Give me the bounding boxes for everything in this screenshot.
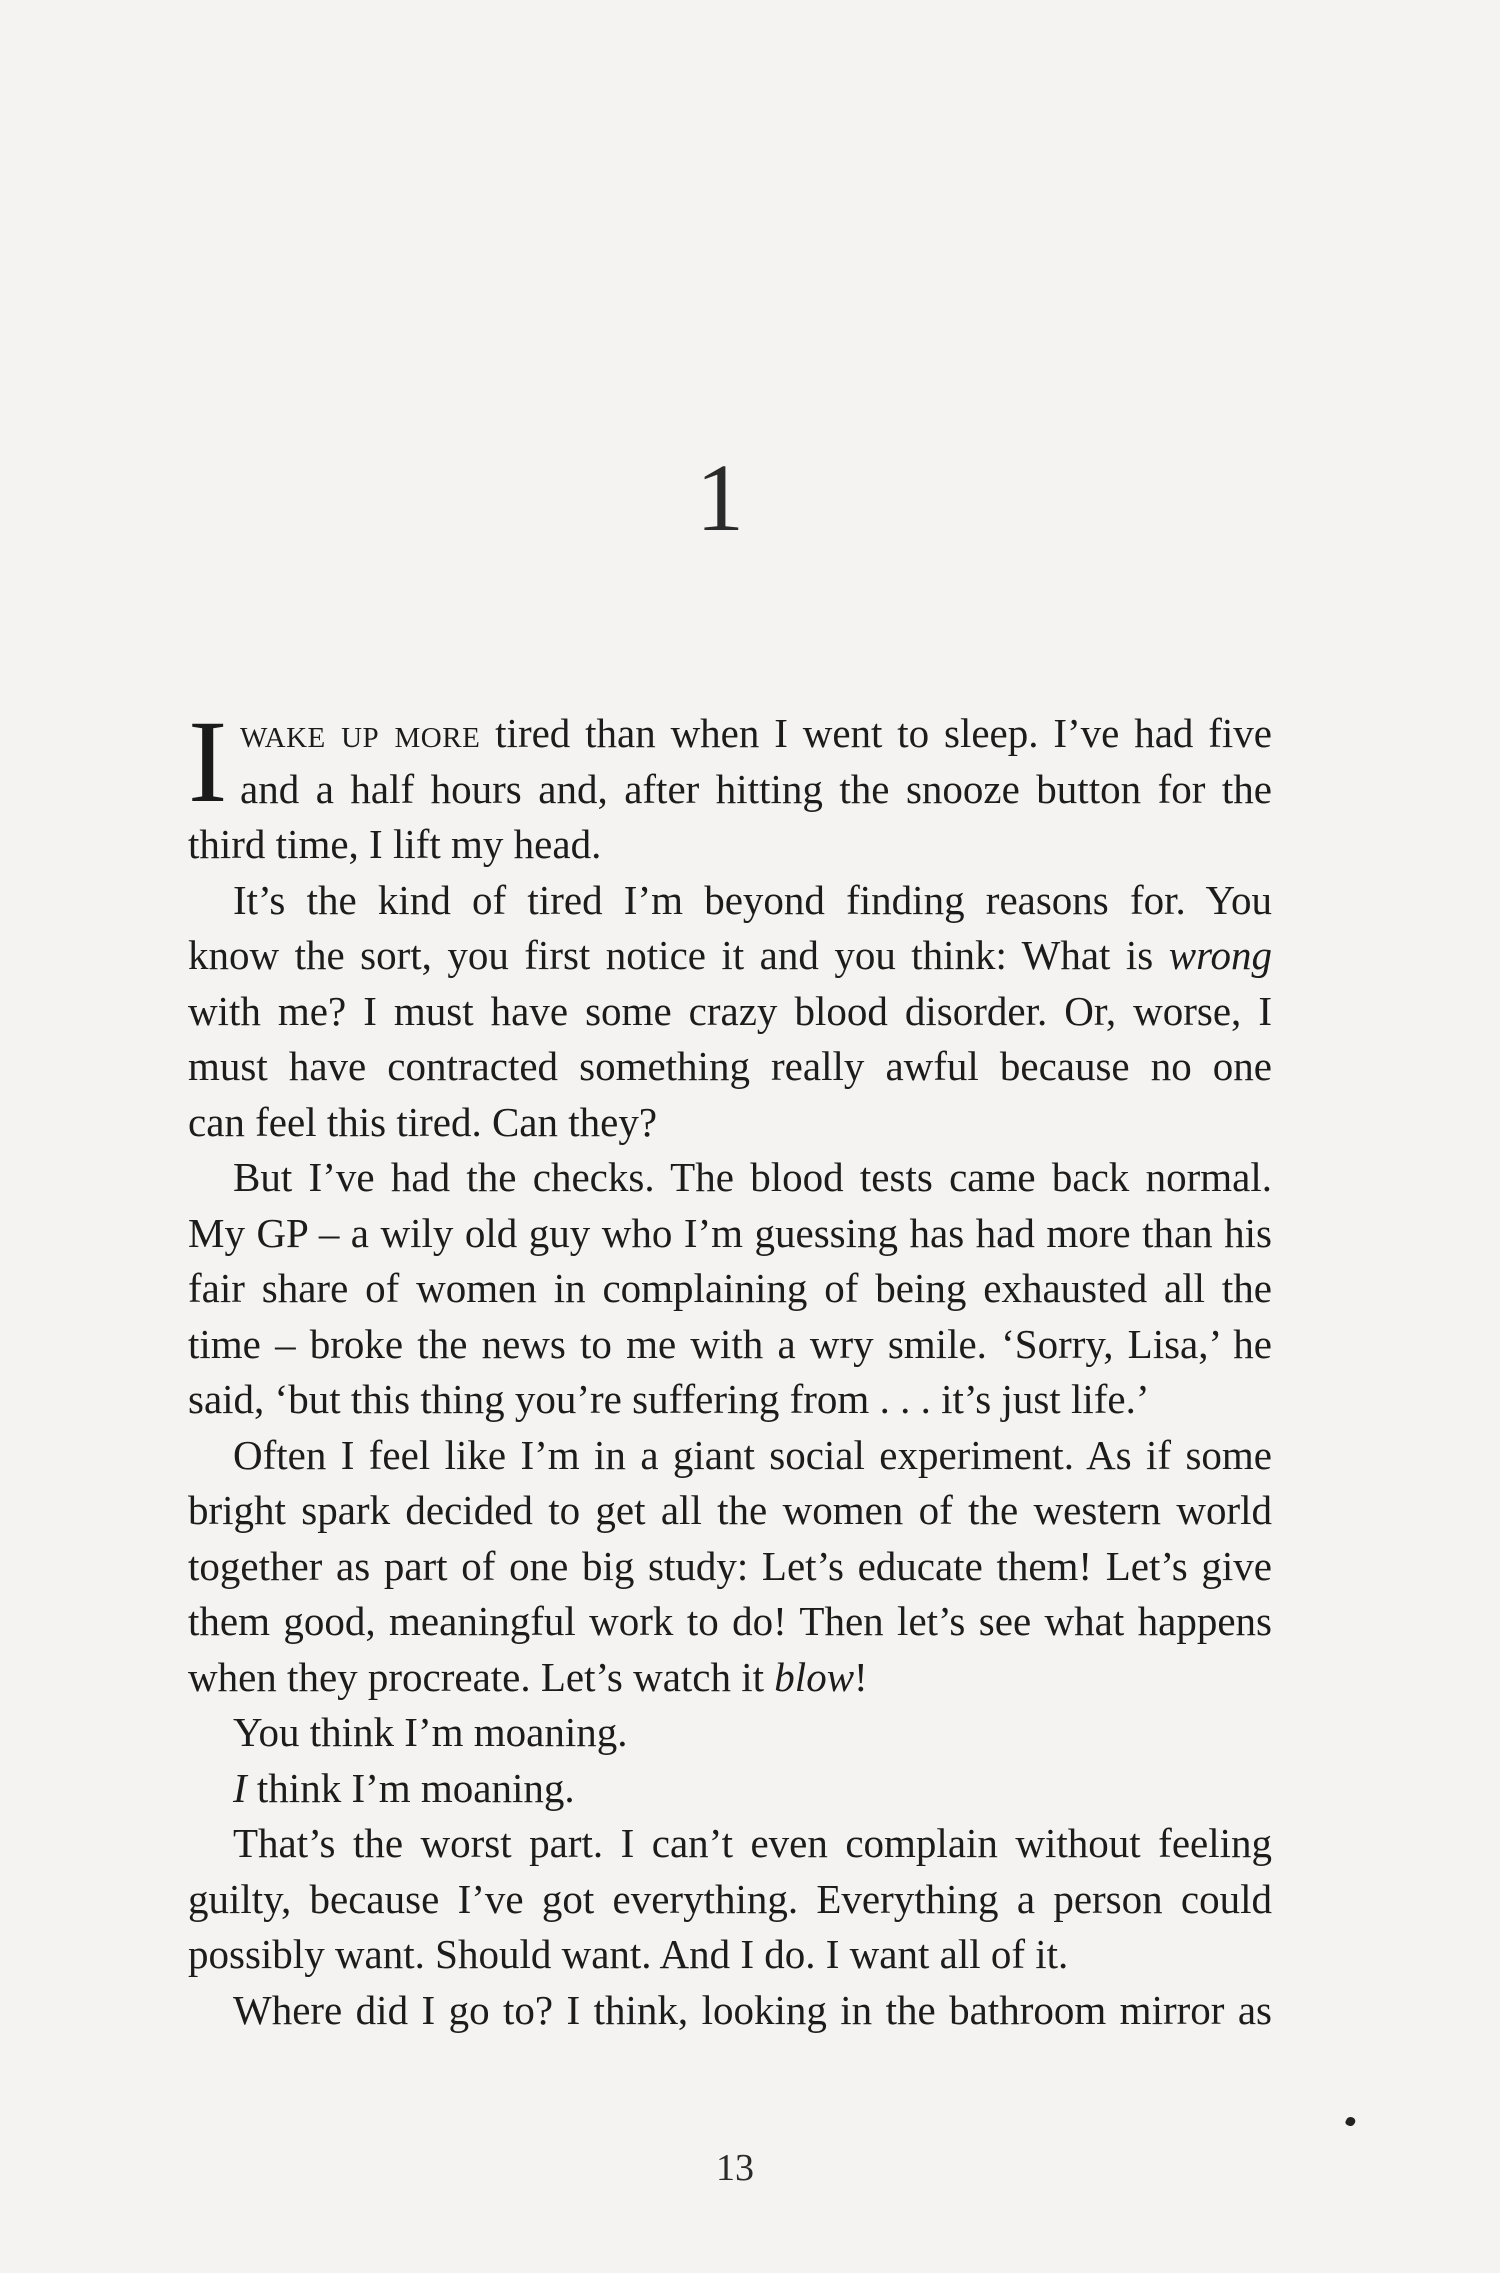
page-number: 13 (716, 2147, 754, 2189)
text-line: bright spark decided to get all the women of the western world (188, 1487, 1272, 1533)
text-line: said, ‘but this thing you’re suffering from . . . it’s just life.’ (188, 1376, 1150, 1422)
text-line: But I’ve had the checks. The blood tests came back normal. (233, 1154, 1272, 1200)
text-line: guilty, because I’ve got everything. Everything a person could (188, 1875, 1272, 1922)
text-line: them good, meaningful work to do! Then let’s see what happens (188, 1598, 1272, 1644)
text-line: That’s the worst part. I can’t even complain without feeling (233, 1820, 1272, 1866)
text-line: know the sort, you first notice it and you think: What is wrong (188, 932, 1272, 978)
text-line: must have contracted something really awful because no one (188, 1043, 1272, 1089)
paragraph (188, 696, 1272, 873)
ink-speck (1345, 2116, 1357, 2128)
text-line: My GP – a wily old guy who I’m guessing has had more than his (188, 1209, 1272, 1256)
text-line: fair share of women in complaining of being exhausted all the (188, 1265, 1272, 1311)
text-line: I think I’m moaning. (233, 1764, 575, 1811)
paragraph (188, 1761, 1272, 1817)
paragraph (188, 1705, 1272, 1761)
italic-word: I (233, 1764, 247, 1811)
italic-word: wrong (1168, 932, 1272, 978)
paragraph (188, 873, 1272, 1151)
text-line: wake up more tired than when I went to sleep. I’ve had five (240, 710, 1272, 756)
paragraph (188, 1983, 1272, 2039)
paragraph (188, 1150, 1272, 1428)
paragraph (188, 1816, 1272, 1983)
text-line: with me? I must have some crazy blood disorder. Or, worse, I (188, 987, 1272, 1034)
chapter-text (188, 696, 1272, 2038)
text-line: Where did I go to? I think, looking in the bathroom mirror as (233, 1986, 1272, 2033)
text-line: can feel this tired. Can they? (188, 1098, 658, 1145)
paragraph (188, 1428, 1272, 1706)
text-line: and a half hours and, after hitting the snooze button for the (240, 765, 1272, 812)
text-line: You think I’m moaning. (233, 1709, 628, 1755)
italic-word: blow (774, 1653, 855, 1700)
text-line: together as part of one big study: Let’s educate them! Let’s give (188, 1542, 1272, 1589)
text-line: Often I feel like I’m in a giant social experiment. As if some (233, 1431, 1272, 1478)
text-line: possibly want. Should want. And I do. I want all of it. (188, 1931, 1069, 1977)
drop-cap: I (188, 696, 228, 827)
small-caps-opening: wake up more (240, 710, 481, 756)
text-line: third time, I lift my head. (188, 821, 602, 867)
chapter-number: 1 (696, 444, 744, 551)
text-line: time – broke the news to me with a wry smile. ‘Sorry, Lisa,’ he (188, 1320, 1272, 1367)
text-line: when they procreate. Let’s watch it blow! (188, 1653, 868, 1700)
text-line: It’s the kind of tired I’m beyond finding reasons for. You (233, 876, 1272, 923)
